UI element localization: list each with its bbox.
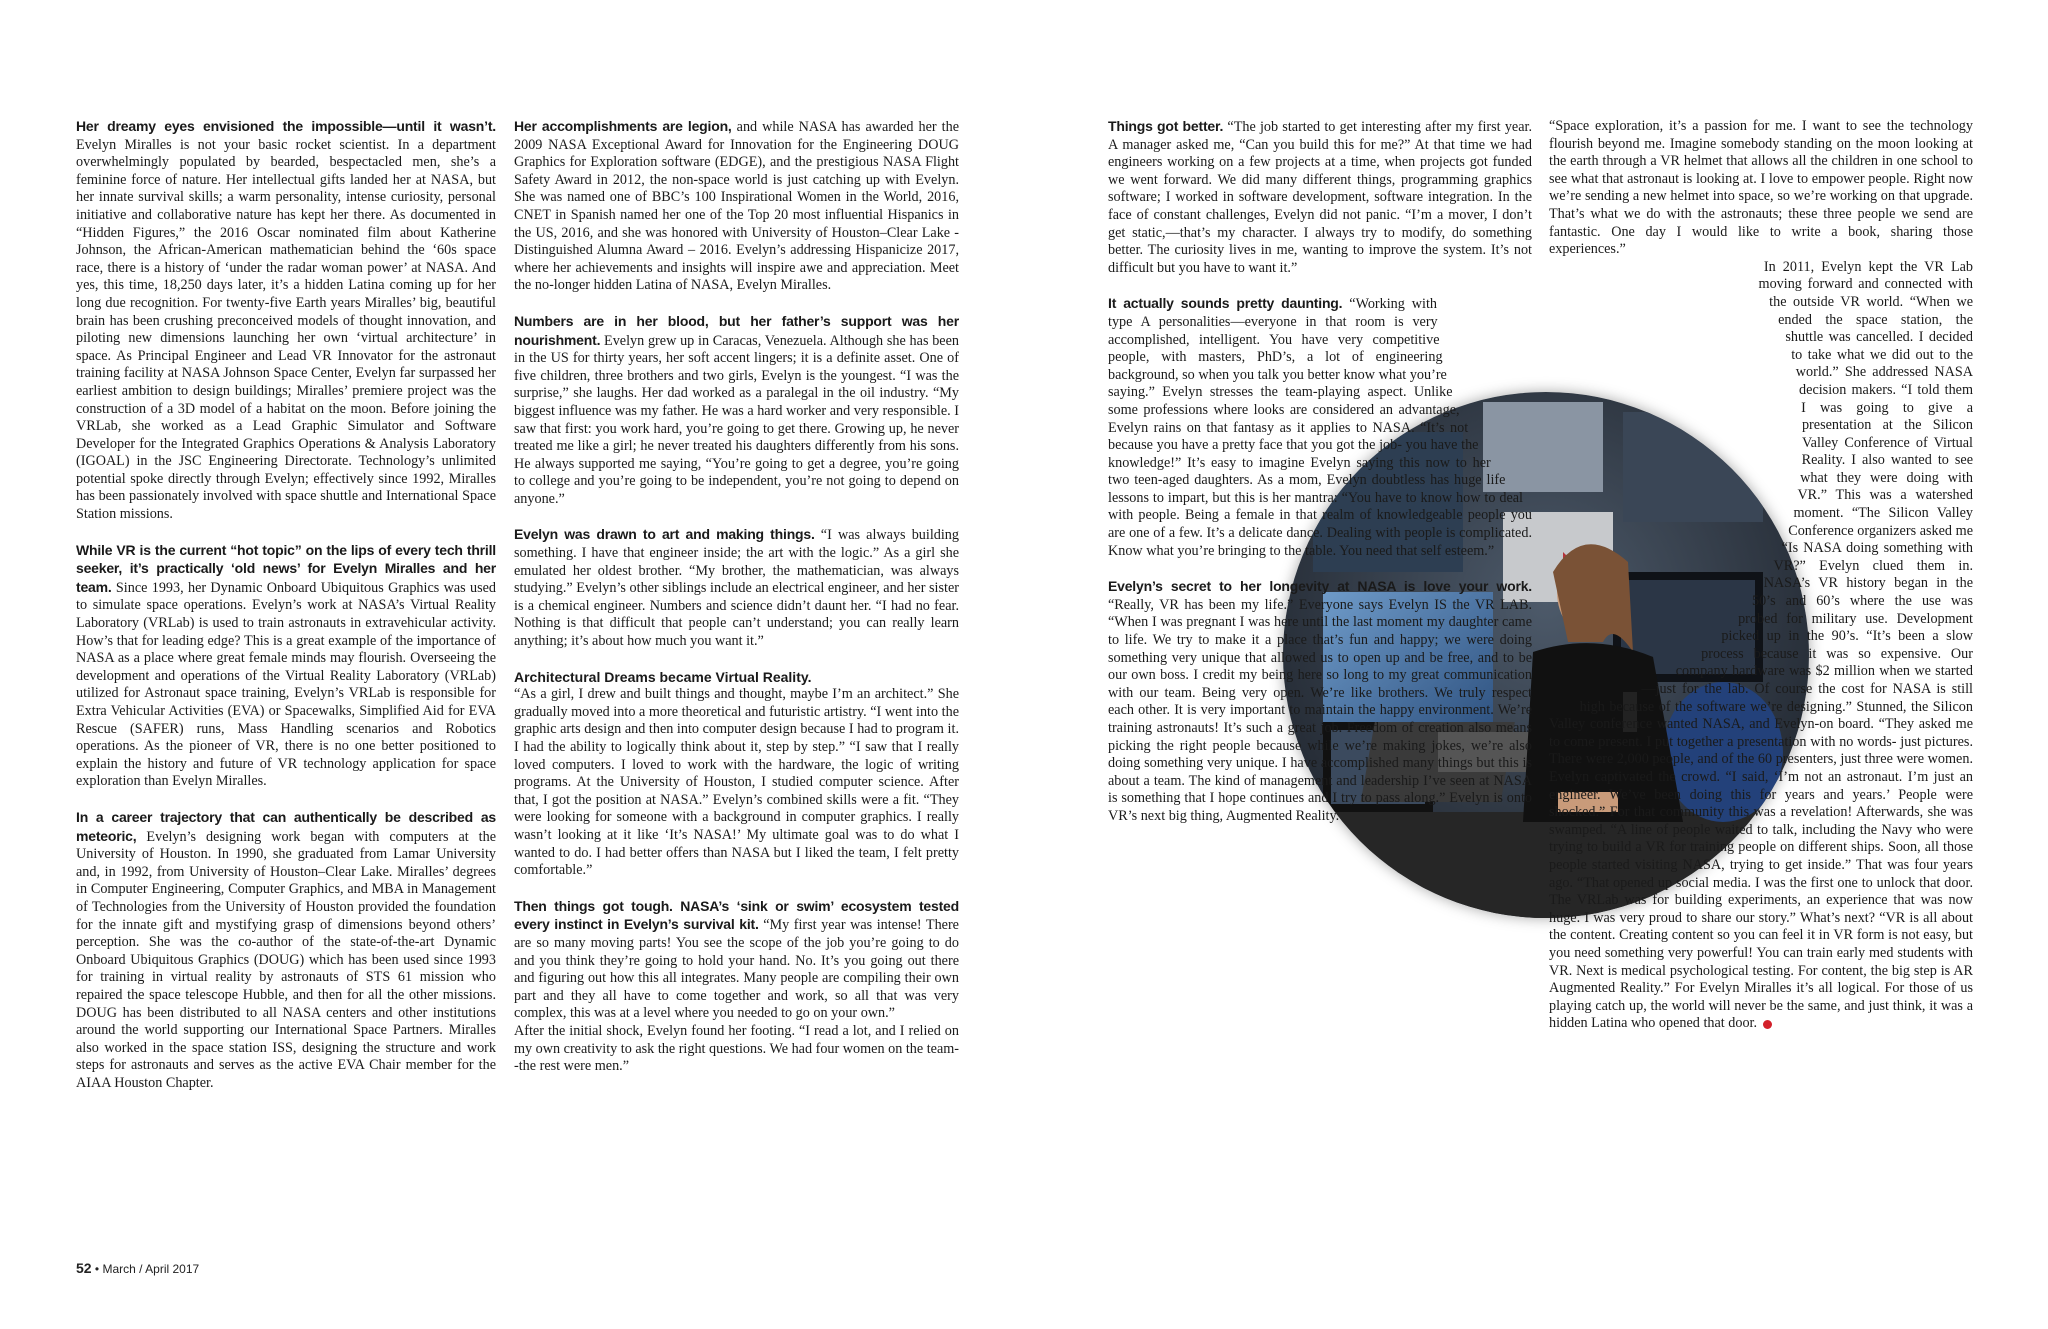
paragraph: Things got better. “The job started to get interesting after my first year. A manager asked me, “Can you build this for me?” At that time we had engineers working on a few projects at a time, when projects got funded we went forward. We did many different things, programming graphics software; I worked in software development, software integration. In the face of constant challenges, Evelyn did not panic. “I’m a mover, I don’t get static,—that’s my character. I always try to modify, do something better. The curiosity lives in me, wanting to improve the system. It’s not difficult but you have to want it.” xyxy=(1108,118,1533,276)
article-column-4 xyxy=(1549,118,1973,1033)
paragraph: After the initial shock, Evelyn found her footing. “I read a lot, and I relied on my own creativity to ask the right questions. We had four women on the team--the rest were men.” xyxy=(514,1022,960,1075)
page-number: 52 xyxy=(76,1260,92,1276)
article-column-2 xyxy=(514,118,959,1076)
paragraph: “Space exploration, it’s a passion for me. I want to see the technology flourish beyond me. Imagine somebody standing on the moon looking at the earth through a VR helmet that allows all the children in one school to see what that astronaut is looking at. I love to empower people. Right now we’re sending a new helmet into space, so we’re working on that upgrade. That’s what we do with the astronauts; these three people we send are fantastic. One day I would like to write a book, sharing those experiences.” xyxy=(1549,118,1973,258)
paragraph: Then things got tough. NASA’s ‘sink or swim’ ecosystem tested every instinct in Evelyn’s survival kit. “My first year was intense! There are so many moving parts! You see the scope of the job you’re going to do and you think they’re going to hold your hand. No. It’s you going out there and figuring out how this all integrates. Many people are compiling their own part and they all have to come together and work, so all that was very complex, this was at a level where you needed to go on your own.” xyxy=(514,897,959,1022)
paragraph: Architectural Dreams became Virtual Reality. “As a girl, I drew and built things and thought, maybe I’m an architect.” She gradually moved into a more theoretical and futuristic artistry. “I went into the graphic arts design and then into computer design because I had to program it. I had the ability to logically think about it, step by step.” “I saw that I really loved computers. I loved to work with the hardware, the logic of writing programs. At the University of Houston, I studied computer science. After that, I got the position at NASA.” Evelyn’s combined skills were a fit. “They were looking for someone with a background in computer graphics. I really wasn’t looking at it like ‘It’s NASA!’ My ultimate goal was to do what I wanted to do. I had better offers than NASA but I liked the team, I felt pretty comfortable.” xyxy=(514,668,959,879)
paragraph: In a career trajectory that can authentically be described as meteoric, Evelyn’s designing work began with computers at the University of Houston. In 1990, she graduated from Lamar University and, in 1992, from University of Houston–Clear Lake. Miralles’ degrees in Computer Engineering, Computer Graphics, and MBA in Management of Technologies from the University of Houston provided the foundation for the innate gift and mystifying grasp of dimensions beyond others’ perception. She was the co-author of the state-of-the-art Dynamic Onboard Ubiquitous Graphics (DOUG) which has been used since 1993 for training in virtual reality by astronauts of STS 61 mission who repaired the space telescope Hubble, and then for all the other missions. DOUG has been distributed to all NASA centers and other institutions around the world supporting our International Space Partners. Miralles also worked in the space station ISS, designing the structure and work steps for astronauts and serves as the active EVA Chair member for the AIAA Houston Chapter. xyxy=(76,808,496,1091)
page-footer xyxy=(76,1260,199,1276)
paragraph: While VR is the current “hot topic” on the lips of every tech thrill seeker, it’s practically ‘old news’ for Evelyn Miralles and her team. Since 1993, her Dynamic Onboard Ubiquitous Graphics was used to simulate space operations. Evelyn’s work at NASA’s Virtual Reality Laboratory (VRLab) is used to train astronauts in extravehicular activity. How’s that for leading edge? This is a great example of the importance of NASA as a place where great female minds may flourish. Overseeing the development and operations of the Virtual Reality Laboratory (VRLab) utilized for Astronaut space training, Evelyn’s VRLab is responsible for Extra Vehicular Activities (EVA) or Spacewalks, Simplified Aid for EVA Rescue (SAFER) runs, Mass Handling scenarios and Robotics operations. As the pioneer of VR, there is no one better positioned to explain the history and future of VR technology application for space exploration than Evelyn Miralles. xyxy=(76,541,496,790)
paragraph: Her accomplishments are legion, and while NASA has awarded her the 2009 NASA Exceptional Award for Innovation for the Engineering DOUG Graphics for Exploration software (EDGE), and the prestigious NASA Flight Safety Award in 2012, the non-space world is just catching up with Evelyn. She was named one of BBC’s 100 Inspirational Women in the World, 2016, CNET in Spanish named her one of the Top 20 most influential Hispanics in the US, 2016, and she was honored with University of Houston–Clear Lake - Distinguished Alumna Award – 2016. Evelyn’s addressing Hispanicize 2017, where her achievements and insights will inspire awe and appreciation. Meet the no-longer hidden Latina of NASA, Evelyn Miralles. xyxy=(514,118,959,294)
paragraph: It actually sounds pretty daunting. “Working with type A personalities—everyone in that room is very accomplished, intelligent. You have very competitive people, with masters, PhD’s, a lot of engineering background, so when you talk you better know what you’re saying.” Evelyn stresses the team-playing aspect. Unlike some professions where looks are considered an advantage, Evelyn rains on that fantasy as it applies to NASA. “It’s not because you have a pretty face that you got the job- you have the knowledge!” It’s easy to imagine Evelyn saying this now to her two teen-aged daughters. As a mom, Evelyn doubtless has huge life lessons to impart, but this is her mantra: “You have to know how to deal with people. Being a female in that realm of knowledgeable people you are one of a few. It’s a delicate dance. Dealing with people is complicated. Know what you’re bringing to the table. You need that self esteem.” xyxy=(1108,295,1532,560)
paragraph: In 2011, Evelyn kept the VR Lab moving forward and connected with the outside VR world. “When we ended the space station, the shuttle was cancelled. I decided to take what we did out to the world.” She addressed NASA decision makers. “I told them I was going to give a presentation at the Silicon Valley Conference of Virtual Reality. I also wanted to see what they were doing with VR.” This was a watershed moment. “The Silicon Valley Conference organizers asked me “Is NASA doing something with VR?” Evelyn clued them in. NASA’s VR history began in the 50’s and 60’s where the use was probed for military use. Development picked up in the 90’s. “It’s been a slow process because it was so expensive. Our company hardware was $2 million when we started—just for the lab. Of course the cost for NASA is still high because of the software we’re designing.” Stunned, the Silicon Valley conference wanted NASA, and Evelyn-on board. “They asked me to come present. I put together a presentation with no words- just pictures. There were 2,000 people, and of the 60 presenters, just three were women. Evelyn captivated the crowd. “I said, ‘I’m not an astronaut. I’m just an engineer. We’ve been doing this for years and years.’ People were shocked.” For that community this was a revelation! Afterwards, she was swamped. “A line of people waited to talk, including the Navy who were trying to build a VR for training people on different ships. Soon, all those people started visiting NASA, trying to get inside.” That was four years ago. “That opened up social media. I was the first one to unlock that door. The VRLab was for building experiments, an experience that was now huge. I was very proud to share our story.” What’s next? “VR is all about the content. Creating content so you can feel it in VR form is not easy, but you need something very powerful! You can train early med students with VR. Next is medical psychological testing. For content, the big step is AR Augmented Reality.” For Evelyn Miralles it’s all logical. For those of us playing catch up, the world will never be the same, and just think, it was a hidden Latina who opened that door. xyxy=(1549,258,1973,1032)
section-subhead: Architectural Dreams became Virtual Reality. xyxy=(514,668,812,685)
article-column-1 xyxy=(76,118,496,1092)
paragraph: Evelyn was drawn to art and making things. “I was always building something. I have that engineer inside; the art with the logic.” As a girl she emulated her oldest brother. “My brother, the mathematician, was always studying.” Evelyn’s other siblings include an electrical engineer, and her sister is a chemical engineer. Numbers and science didn’t daunt her. “I had no fear. Nothing is that difficult that people can’t understand; you can really learn anything; it’s about how much you want it.” xyxy=(514,526,959,650)
article-column-3 xyxy=(1108,118,1532,826)
end-of-article-mark xyxy=(1763,1020,1772,1029)
paragraph: Evelyn’s secret to her longevity at NASA is love your work. “Really, VR has been my life.” Everyone says Evelyn IS the VR LAB. “When I was pregnant I was here until the last moment my daughter came to life. We try to make it a place that’s fun and happy; we were doing something very unique that allowed us to open up and be free, and to be our own boss. I credit my being here so long to my great communication with our team. Being very open. We’re like brothers. We truly respect each other. It is very important to maintain the happy environment. We’re training astronauts! It’s such a great job. Freedom of creation also means picking the right people because while we’re making jokes, we’re also doing something very unique. I have accomplished many things but this is about a team. The kind of management and leadership I’ve seen at NASA is something that I hope continues and I try to pass along.” Evelyn is onto VR’s next big thing, Augmented Reality. xyxy=(1108,578,1532,824)
paragraph: Numbers are in her blood, but her father’s support was her nourishment. Evelyn grew up in Caracas, Venezuela. Although she has been in the US for thirty years, her soft accent lingers; it is a definite asset. One of five children, three brothers and two girls, Evelyn is the youngest. “I was the surprise,” she laughs. Her dad worked as a paralegal in the oil industry. “My biggest influence was my father. He was a hard worker and very responsible. I saw that first: you work hard, you’re going to get there. Growing up, he never treated me like a girl; he never treated his daughters differently from his sons. He always supported me saying, “You’re going to get a degree, you’re going to college and you’re going to be independent, you’re not going to depend on anyone.” xyxy=(514,312,959,507)
issue-date: March / April 2017 xyxy=(102,1262,200,1276)
footer-separator: • xyxy=(94,1262,100,1276)
paragraph: Her dreamy eyes envisioned the impossible—until it wasn’t. Evelyn Miralles is not your basic rocket scientist. In a department overwhelmingly populated by bearded, bespectacled men, she’s a feminine force of nature. Her intellectual gifts landed her at NASA, but her innate survival skills; a warm personality, intense curiosity, personal initiative and collaborative nature has kept her there. As documented in “Hidden Figures,” the 2016 Oscar nominated film about Katherine Johnson, the African-American mathematician behind the ‘60s space race, there is a history of ‘under the radar woman power’ at NASA. And yes, this time, 18,250 days later, it’s a hidden Latina coming up for her long due recognition. For twenty-five Earth years Miralles’ big, beautiful brain has been crushing preconceived models of thought innovation, and piloting new dimensions launching her own ‘virtual architecture’ in space. As Principal Engineer and Lead VR Innovator for the astronaut training facility at NASA Johnson Space Center, Evelyn far surpassed her earliest ambition to design buildings; Miralles’ premiere project was the construction of a 3D model of a habitat on the moon. Before joining the VRLab, she worked as a Lead Graphic Simulator and Software Developer for the Integrated Graphics Operations & Analysis Laboratory (IGOAL) in the JSC Engineering Directorate. Technology’s unlimited potential spoke directly through Evelyn; effectively since 1992, Miralles has been passionately involved with space shuttle and International Space Station missions. xyxy=(76,118,496,523)
